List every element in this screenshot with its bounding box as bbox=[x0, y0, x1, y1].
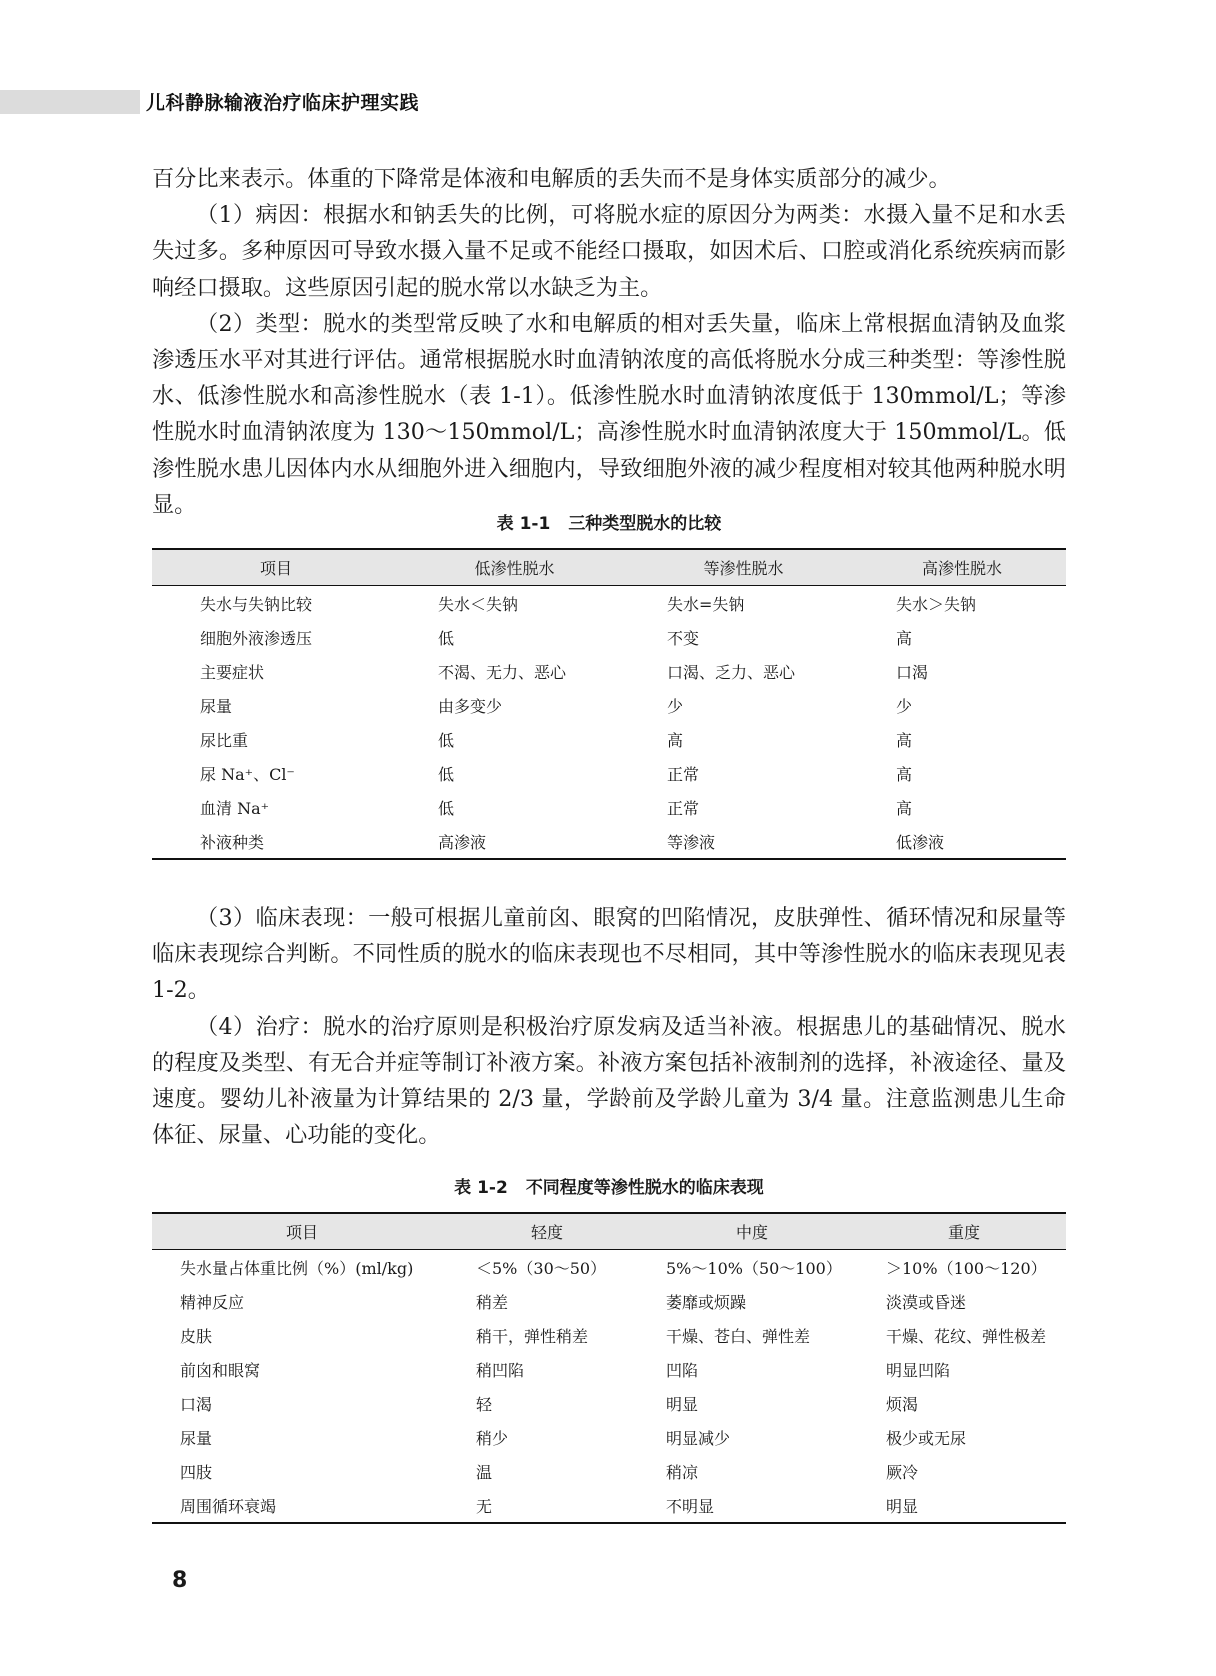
table-cell: 温 bbox=[476, 1462, 493, 1482]
table1-caption-number: 表 1-1 bbox=[496, 514, 551, 534]
table-row bbox=[152, 722, 1066, 756]
table-cell: 萎靡或烦躁 bbox=[666, 1292, 747, 1312]
table-cell: 血清 Na⁺ bbox=[200, 798, 270, 818]
table-cell: 尿比重 bbox=[200, 730, 249, 750]
table-row bbox=[152, 1318, 1066, 1352]
table-cell: 正常 bbox=[667, 764, 700, 784]
table-cell: 尿 Na⁺、Cl⁻ bbox=[200, 764, 295, 784]
column-header: 等渗性脱水 bbox=[629, 549, 858, 586]
table-cell: ＜5%（30～50） bbox=[476, 1258, 607, 1278]
table-cell: 低 bbox=[438, 798, 455, 818]
table-cell: 无 bbox=[452, 1488, 642, 1523]
table-cell: 失水与失钠比较 bbox=[200, 594, 313, 614]
table-row bbox=[152, 1352, 1066, 1386]
table-row bbox=[152, 756, 1066, 790]
table1-caption-text: 三种类型脱水的比较 bbox=[568, 514, 722, 534]
table-row bbox=[152, 688, 1066, 722]
table-header-row bbox=[152, 1213, 1066, 1250]
table-cell: 低 bbox=[438, 764, 455, 784]
column-header: 中度 bbox=[642, 1213, 862, 1250]
table-cell: 明显减少 bbox=[666, 1428, 731, 1448]
table-cell: 稍差 bbox=[476, 1292, 509, 1312]
table2-caption-number: 表 1-2 bbox=[454, 1178, 508, 1198]
table-cell: 高 bbox=[896, 628, 913, 648]
table-row bbox=[152, 586, 1066, 621]
table-dehydration-types bbox=[152, 548, 1066, 860]
table-cell: 干燥、花纹、弹性极差 bbox=[886, 1326, 1047, 1346]
table-cell: 低渗液 bbox=[858, 824, 1066, 859]
table-cell: 稍凉 bbox=[666, 1462, 699, 1482]
table-cell: ＞10%（100～120） bbox=[886, 1258, 1047, 1278]
table-cell: 失水＜失钠 bbox=[438, 594, 519, 614]
table1-caption bbox=[152, 509, 1066, 534]
table-cell: 高 bbox=[896, 798, 913, 818]
table-cell: 不渴、无力、恶心 bbox=[438, 662, 567, 682]
table-cell: 前囟和眼窝 bbox=[180, 1360, 261, 1380]
table-cell: 由多变少 bbox=[438, 696, 503, 716]
table-cell: 失水＞失钠 bbox=[896, 594, 977, 614]
table-cell: 正常 bbox=[667, 798, 700, 818]
table-cell: 尿量 bbox=[180, 1428, 213, 1448]
table-cell: 5%～10%（50～100） bbox=[666, 1258, 842, 1278]
table-row bbox=[152, 1454, 1066, 1488]
table-row bbox=[152, 1386, 1066, 1420]
table-cell: 精神反应 bbox=[180, 1292, 245, 1312]
table-row bbox=[152, 1420, 1066, 1454]
paragraph-type: （2）类型：脱水的类型常反映了水和电解质的相对丢失量，临床上常根据血清钠及血浆渗透压水平对其进行评估。通常根据脱水时血清钠浓度的高低将脱水分成三种类型：等渗性脱水、低渗性脱水和高渗性脱水（表 1-1）。低渗性脱水时血清钠浓度低于 130mmol/L；等渗性脱水时血清钠浓度为 130～150mmol/L；高渗性脱水时血清钠浓度大于 150mmol/L。低渗性脱水患儿因体内水从细胞外进入细胞内，导致细胞外液的减少程度相对较其他两种脱水明显。 bbox=[152, 310, 1066, 518]
table-cell: 少 bbox=[896, 696, 913, 716]
table-cell: 不明显 bbox=[642, 1488, 862, 1523]
table-cell: 明显 bbox=[666, 1394, 699, 1414]
paragraph-cause: （1）病因：根据水和钠丢失的比例，可将脱水症的原因分为两类：水摄入量不足和水丢失过多。多种原因可导致水摄入量不足或不能经口摄取，如因术后、口腔或消化系统疾病而影响经口摄取。这些原因引起的脱水常以水缺乏为主。 bbox=[152, 202, 1066, 301]
table-cell: 少 bbox=[667, 696, 684, 716]
column-header: 项目 bbox=[152, 549, 400, 586]
table-row bbox=[152, 824, 1066, 859]
table-cell: 四肢 bbox=[180, 1462, 213, 1482]
table2-caption bbox=[152, 1173, 1066, 1198]
table-cell: 尿量 bbox=[200, 696, 233, 716]
table-cell: 高 bbox=[896, 764, 913, 784]
table-cell: 主要症状 bbox=[200, 662, 265, 682]
table-row bbox=[152, 1284, 1066, 1318]
table-cell: 高 bbox=[667, 730, 684, 750]
column-header: 项目 bbox=[152, 1213, 452, 1250]
table2-caption-text: 不同程度等渗性脱水的临床表现 bbox=[525, 1178, 764, 1198]
table-row bbox=[152, 620, 1066, 654]
table-cell: 明显凹陷 bbox=[886, 1360, 951, 1380]
table-cell: 明显 bbox=[862, 1488, 1066, 1523]
table-cell: 低 bbox=[438, 628, 455, 648]
table-cell: 淡漠或昏迷 bbox=[886, 1292, 967, 1312]
table-cell: 不变 bbox=[667, 628, 700, 648]
body-section-1 bbox=[152, 161, 1066, 523]
table-cell: 口渴、乏力、恶心 bbox=[667, 662, 796, 682]
table-cell: 凹陷 bbox=[666, 1360, 699, 1380]
table-header-row bbox=[152, 549, 1066, 586]
table-row bbox=[152, 1488, 1066, 1523]
column-header: 重度 bbox=[862, 1213, 1066, 1250]
paragraph: 百分比来表示。体重的下降常是体液和电解质的丢失而不是身体实质部分的减少。 bbox=[152, 166, 951, 192]
paragraph-treatment: （4）治疗：脱水的治疗原则是积极治疗原发病及适当补液。根据患儿的基础情况、脱水的程度及类型、有无合并症等制订补液方案。补液方案包括补液制剂的选择，补液途径、量及速度。婴幼儿补液量为计算结果的 2/3 量，学龄前及学龄儿童为 3/4 量。注意监测患儿生命体征、尿量、心功能的变化。 bbox=[152, 1013, 1066, 1149]
column-header: 高渗性脱水 bbox=[858, 549, 1066, 586]
table-cell: 极少或无尿 bbox=[886, 1428, 967, 1448]
table-cell: 轻 bbox=[476, 1394, 493, 1414]
column-header: 轻度 bbox=[452, 1213, 642, 1250]
table-cell: 稍凹陷 bbox=[476, 1360, 525, 1380]
table-cell: 低 bbox=[438, 730, 455, 750]
book-title: 儿科静脉输液治疗临床护理实践 bbox=[146, 92, 420, 114]
table-cell: 口渴 bbox=[180, 1394, 213, 1414]
table-cell: 细胞外液渗透压 bbox=[200, 628, 313, 648]
column-header: 低渗性脱水 bbox=[400, 549, 629, 586]
table-cell: 干燥、苍白、弹性差 bbox=[666, 1326, 811, 1346]
table-row bbox=[152, 790, 1066, 824]
table-row bbox=[152, 1250, 1066, 1285]
table-cell: 高 bbox=[896, 730, 913, 750]
table-row bbox=[152, 654, 1066, 688]
table-cell: 高渗液 bbox=[400, 824, 629, 859]
table-cell: 稍少 bbox=[476, 1428, 509, 1448]
table-cell: 周围循环衰竭 bbox=[152, 1488, 452, 1523]
body-section-2 bbox=[152, 900, 1066, 1153]
header-bar bbox=[0, 90, 140, 114]
table-cell: 失水=失钠 bbox=[667, 594, 745, 614]
table-cell: 补液种类 bbox=[152, 824, 400, 859]
table-cell: 厥冷 bbox=[886, 1462, 919, 1482]
table-cell: 口渴 bbox=[896, 662, 929, 682]
table-cell: 稍干，弹性稍差 bbox=[476, 1326, 589, 1346]
table-cell: 失水量占体重比例（%）(ml/kg) bbox=[180, 1258, 414, 1278]
table-cell: 等渗液 bbox=[629, 824, 858, 859]
paragraph-clinical: （3）临床表现：一般可根据儿童前囟、眼窝的凹陷情况，皮肤弹性、循环情况和尿量等临床表现综合判断。不同性质的脱水的临床表现也不尽相同，其中等渗性脱水的临床表现见表 1-2。 bbox=[152, 905, 1066, 1004]
page-number: 8 bbox=[172, 1568, 188, 1593]
table-cell: 皮肤 bbox=[180, 1326, 213, 1346]
table-cell: 烦渴 bbox=[886, 1394, 919, 1414]
table-isotonic-dehydration bbox=[152, 1212, 1066, 1524]
